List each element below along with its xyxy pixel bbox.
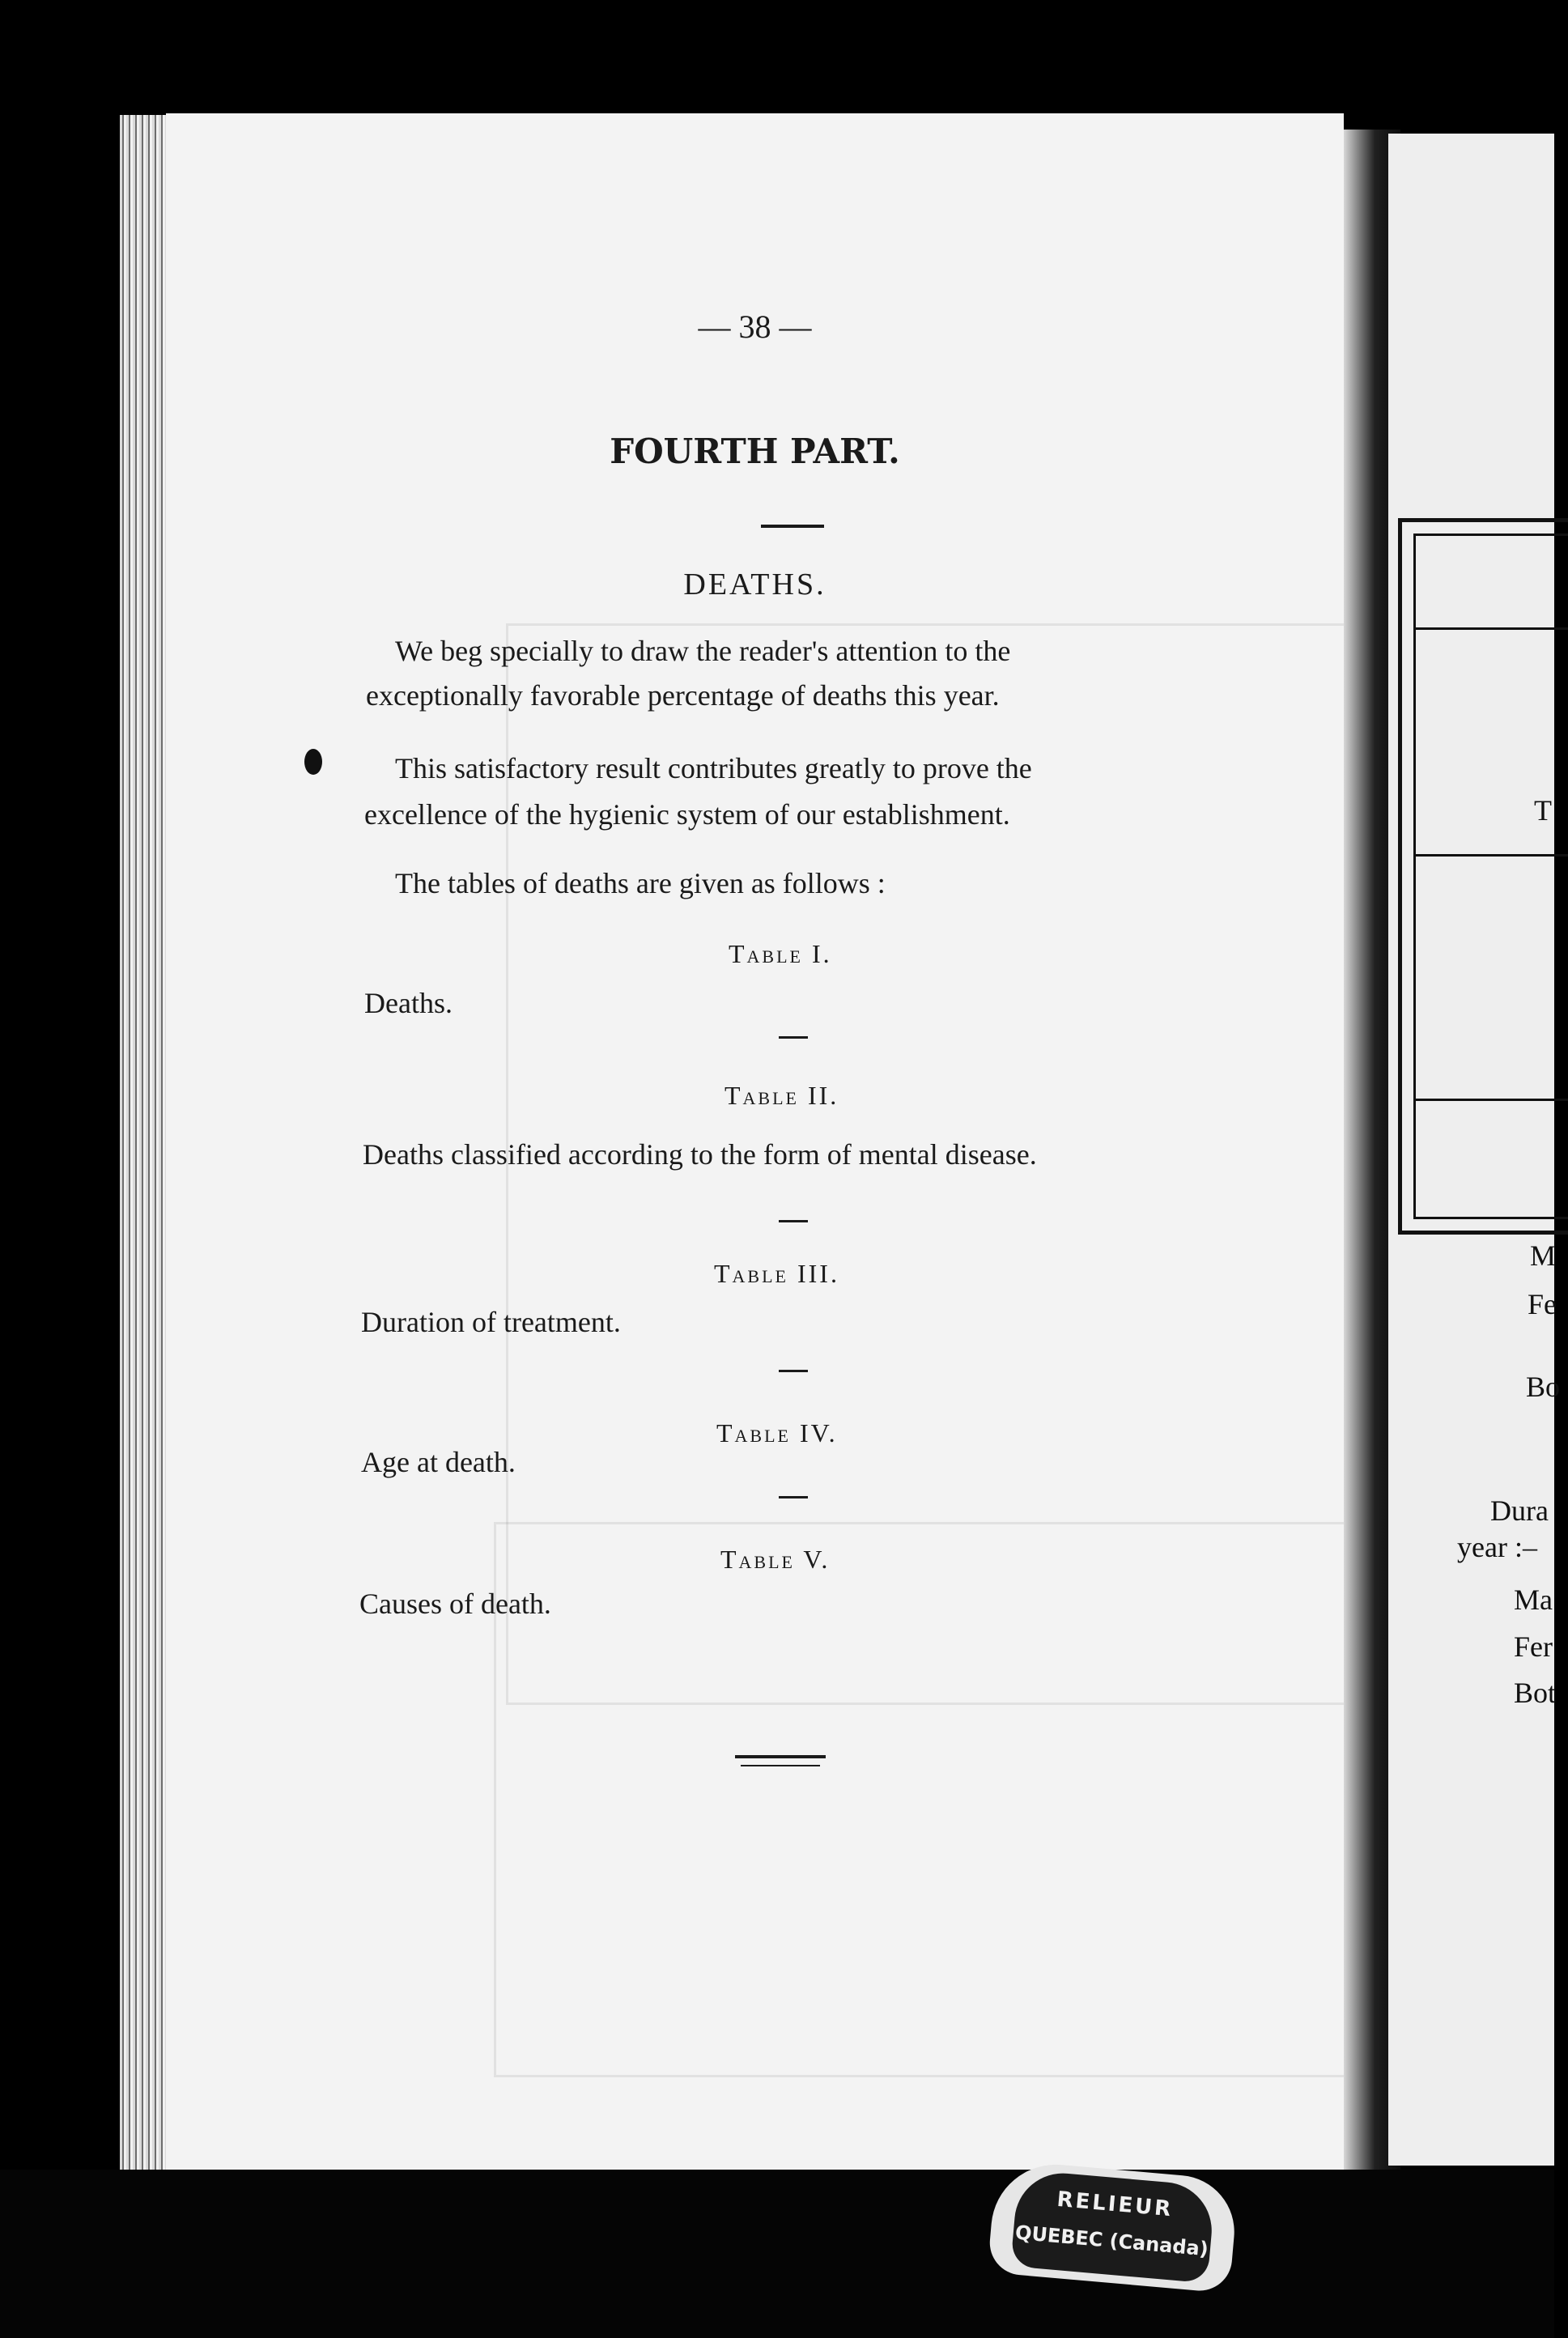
table-heading: Table III. (714, 1259, 839, 1288)
right-page-table-inner (1413, 533, 1568, 1219)
end-rule (741, 1765, 820, 1766)
part-title: FOURTH PART. (610, 431, 900, 471)
table-description: Deaths. (364, 987, 453, 1019)
right-page-fragment: Fe (1528, 1288, 1557, 1320)
ink-mark (304, 749, 322, 775)
table-heading: Table II. (725, 1081, 839, 1110)
show-through-table-lower (494, 1522, 1365, 2077)
table-description: Deaths classified according to the form of mental disease. (363, 1138, 1037, 1171)
binder-stamp-line2: QUEBEC (Canada) (1013, 2221, 1209, 2261)
table-description: Causes of death. (359, 1588, 551, 1620)
right-page-table-rule (1413, 627, 1568, 630)
paragraph-line: This satisfactory result contributes greatly to prove the (395, 752, 1032, 784)
table-heading: Table I. (729, 939, 832, 968)
binder-stamp-inner (1010, 2170, 1216, 2284)
scan-background (0, 2170, 1554, 2338)
page-number: — 38 — (698, 308, 812, 345)
right-page-fragment: Fer (1514, 1630, 1553, 1663)
binder-stamp-line1: RELIEUR (1056, 2187, 1175, 2222)
table-separator (779, 1220, 808, 1222)
right-page-table-frame (1398, 518, 1568, 1235)
right-page (1388, 134, 1561, 2166)
right-page-table-rule (1413, 854, 1568, 857)
paragraph-line: exceptionally favorable percentage of deaths this year. (366, 679, 1000, 712)
right-page-fragment: Bo (1526, 1371, 1561, 1403)
table-heading: Table IV. (716, 1418, 838, 1447)
paragraph-line: We beg specially to draw the reader's attention to the (395, 635, 1011, 667)
intro-line: The tables of deaths are given as follows : (395, 867, 886, 899)
right-page-fragment: Bot (1514, 1677, 1557, 1709)
right-page-fragment: Dura (1490, 1494, 1549, 1527)
right-page-fragment: M (1530, 1239, 1557, 1272)
right-page-fragment: year :– (1457, 1531, 1537, 1563)
table-description: Age at death. (361, 1446, 516, 1478)
right-page-fragment: T (1534, 794, 1552, 827)
table-heading: Table V. (720, 1545, 831, 1574)
right-page-table-rule (1413, 1099, 1568, 1101)
table-separator (779, 1036, 808, 1039)
title-rule (761, 525, 824, 528)
section-title: DEATHS. (683, 567, 826, 602)
table-separator (779, 1496, 808, 1498)
table-description: Duration of treatment. (361, 1306, 621, 1338)
paragraph-line: excellence of the hygienic system of our establishment. (364, 798, 1010, 831)
end-rule (735, 1755, 826, 1758)
table-separator (779, 1370, 808, 1372)
right-page-fragment: Ma (1514, 1583, 1553, 1616)
